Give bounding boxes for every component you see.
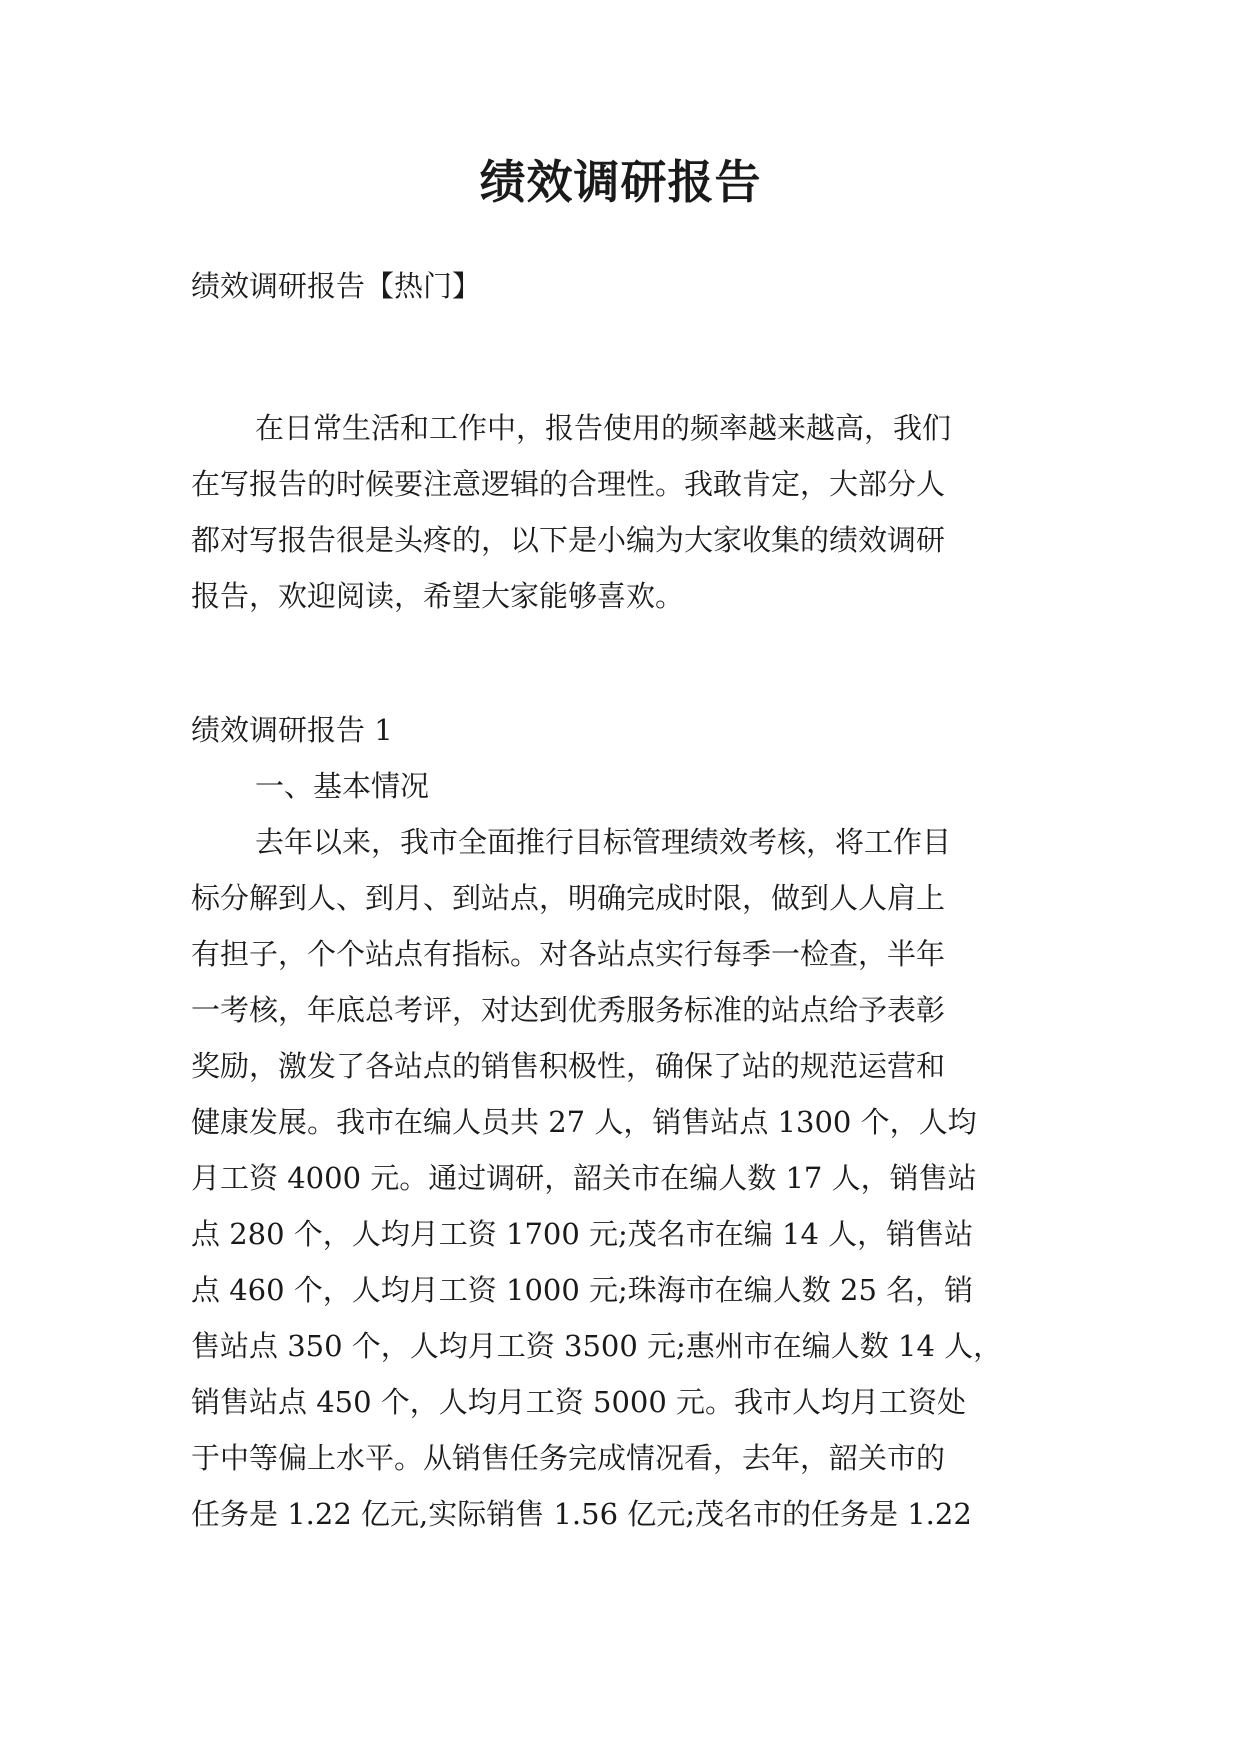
body-line: 点 460 个，人均月工资 1000 元;珠海市在编人数 25 名，销 [191, 1273, 974, 1307]
body-line: 去年以来，我市全面推行目标管理绩效考核，将工作目 [255, 825, 952, 859]
body-line: 奖励，激发了各站点的销售积极性，确保了站的规范运营和 [191, 1049, 946, 1083]
document-title: 绩效调研报告 [479, 155, 762, 209]
body-line: 标分解到人、到月、到站点，明确完成时限，做到人人肩上 [191, 881, 946, 915]
intro-line: 在日常生活和工作中，报告使用的频率越来越高，我们 [255, 411, 952, 445]
body-line: 月工资 4000 元。通过调研，韶关市在编人数 17 人，销售站 [191, 1161, 977, 1195]
section-heading: 一、基本情况 [255, 769, 430, 803]
body-line: 销售站点 450 个，人均月工资 5000 元。我市人均月工资处 [191, 1385, 967, 1419]
spacer [191, 314, 1051, 400]
body-line: 于中等偏上水平。从销售任务完成情况看，去年，韶关市的 [191, 1441, 946, 1475]
intro-line: 在写报告的时候要注意逻辑的合理性。我敢肯定，大部分人 [191, 467, 946, 501]
section-title: 绩效调研报告 1 [191, 713, 393, 747]
body-line: 任务是 1.22 亿元,实际销售 1.56 亿元;茂名市的任务是 1.22 [191, 1497, 972, 1531]
body-line: 点 280 个，人均月工资 1700 元;茂名市在编 14 人，销售站 [191, 1217, 974, 1251]
body-line: 售站点 350 个，人均月工资 3500 元;惠州市在编人数 14 人， [191, 1329, 1003, 1363]
body-line: 有担子，个个站点有指标。对各站点实行每季一检查，半年 [191, 937, 946, 971]
spacer [191, 624, 1051, 702]
intro-line: 报告，欢迎阅读，希望大家能够喜欢。 [191, 579, 685, 613]
intro-line: 都对写报告很是头疼的，以下是小编为大家收集的绩效调研 [191, 523, 946, 557]
document-body [191, 258, 1051, 1542]
intro-paragraph [191, 400, 1051, 624]
body-paragraph [191, 814, 1051, 1542]
body-line: 健康发展。我市在编人员共 27 人，销售站点 1300 个，人均 [191, 1105, 977, 1139]
document-subtitle: 绩效调研报告【热门】 [191, 269, 482, 303]
body-line: 一考核，年底总考评，对达到优秀服务标准的站点给予表彰 [191, 993, 946, 1027]
